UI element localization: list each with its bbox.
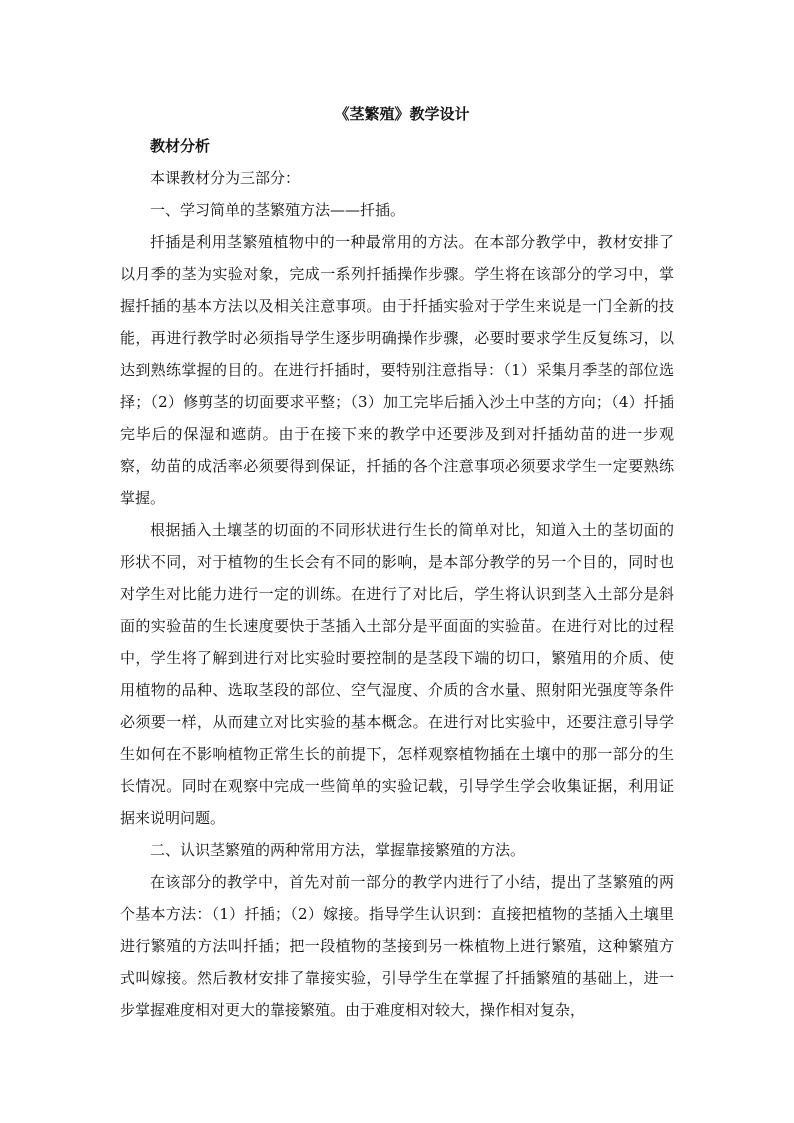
paragraph-2: 根据插入土壤茎的切面的不同形状进行生长的简单对比，知道入土的茎切面的形状不同，对于植物的生长会有不同的影响，是本部分教学的另一个目的，同时也对学生对比能力进行一定的训练。在进行了对比后，学生将认识到茎入土部分是斜面的实验苗的生长速度要快于茎插入土部分是平面面的实验苗。在进行对比的过程中，学生将了解到进行对比实验时要控制的是茎段下端的切口，繁殖用的介质、使用植物的品种、选取茎段的部位、空气湿度、介质的含水量、照射阳光强度等条件必须要一样，从而建立对比实验的基本概念。在进行对比实验中，还要注意引导学生如何在不影响植物正常生长的前提下，怎样观察植物插在土壤中的那一部分的生长情况。同时在观察中完成一些简单的实验记载，引导学生学会收集证据，利用证据来说明问题。	[120, 521, 674, 827]
document-title: 《茎繁殖》教学设计	[334, 105, 470, 123]
paragraph-3: 在该部分的教学中，首先对前一部分的教学内进行了小结，提出了茎繁殖的两个基本方法：（1）扦插；（2）嫁接。指导学生认识到：直接把植物的茎插入土壤里进行繁殖的方法叫扦插；把一段植物的茎接到另一株植物上进行繁殖，这种繁殖方式叫嫁接。然后教材安排了靠接实验，引导学生在掌握了扦插繁殖的基础上，进一步掌握难度相对更大的靠接繁殖。由于难度相对较大，操作相对复杂，	[120, 873, 674, 1019]
part-two-heading: 二、认识茎繁殖的两种常用方法，掌握靠接繁殖的方法。	[150, 841, 526, 859]
intro-line: 本课教材分为三部分：	[150, 169, 301, 187]
paragraph-1: 扦插是利用茎繁殖植物中的一种最常用的方法。在本部分教学中，教材安排了以月季的茎为实验对象，完成一系列扦插操作步骤。学生将在该部分的学习中，掌握扦插的基本方法以及相关注意事项。由于扦插实验对于学生来说是一门全新的技能，再进行教学时必须指导学生逐步明确操作步骤，必要时要求学生反复练习，以达到熟练掌握的目的。在进行扦插时，要特别注意指导：（1）采集月季茎的部位选择；（2）修剪茎的切面要求平整；（3）加工完毕后插入沙土中茎的方向；（4）扦插完毕后的保湿和遮荫。由于在接下来的教学中还要涉及到对扦插幼苗的进一步观察，幼苗的成活率必须要得到保证，扦插的各个注意事项必须要求学生一定要熟练掌握。	[120, 233, 674, 507]
part-one-heading: 一、学习简单的茎繁殖方法——扦插。	[150, 201, 406, 219]
document-body	[120, 98, 674, 1026]
section-heading: 教材分析	[150, 137, 211, 155]
